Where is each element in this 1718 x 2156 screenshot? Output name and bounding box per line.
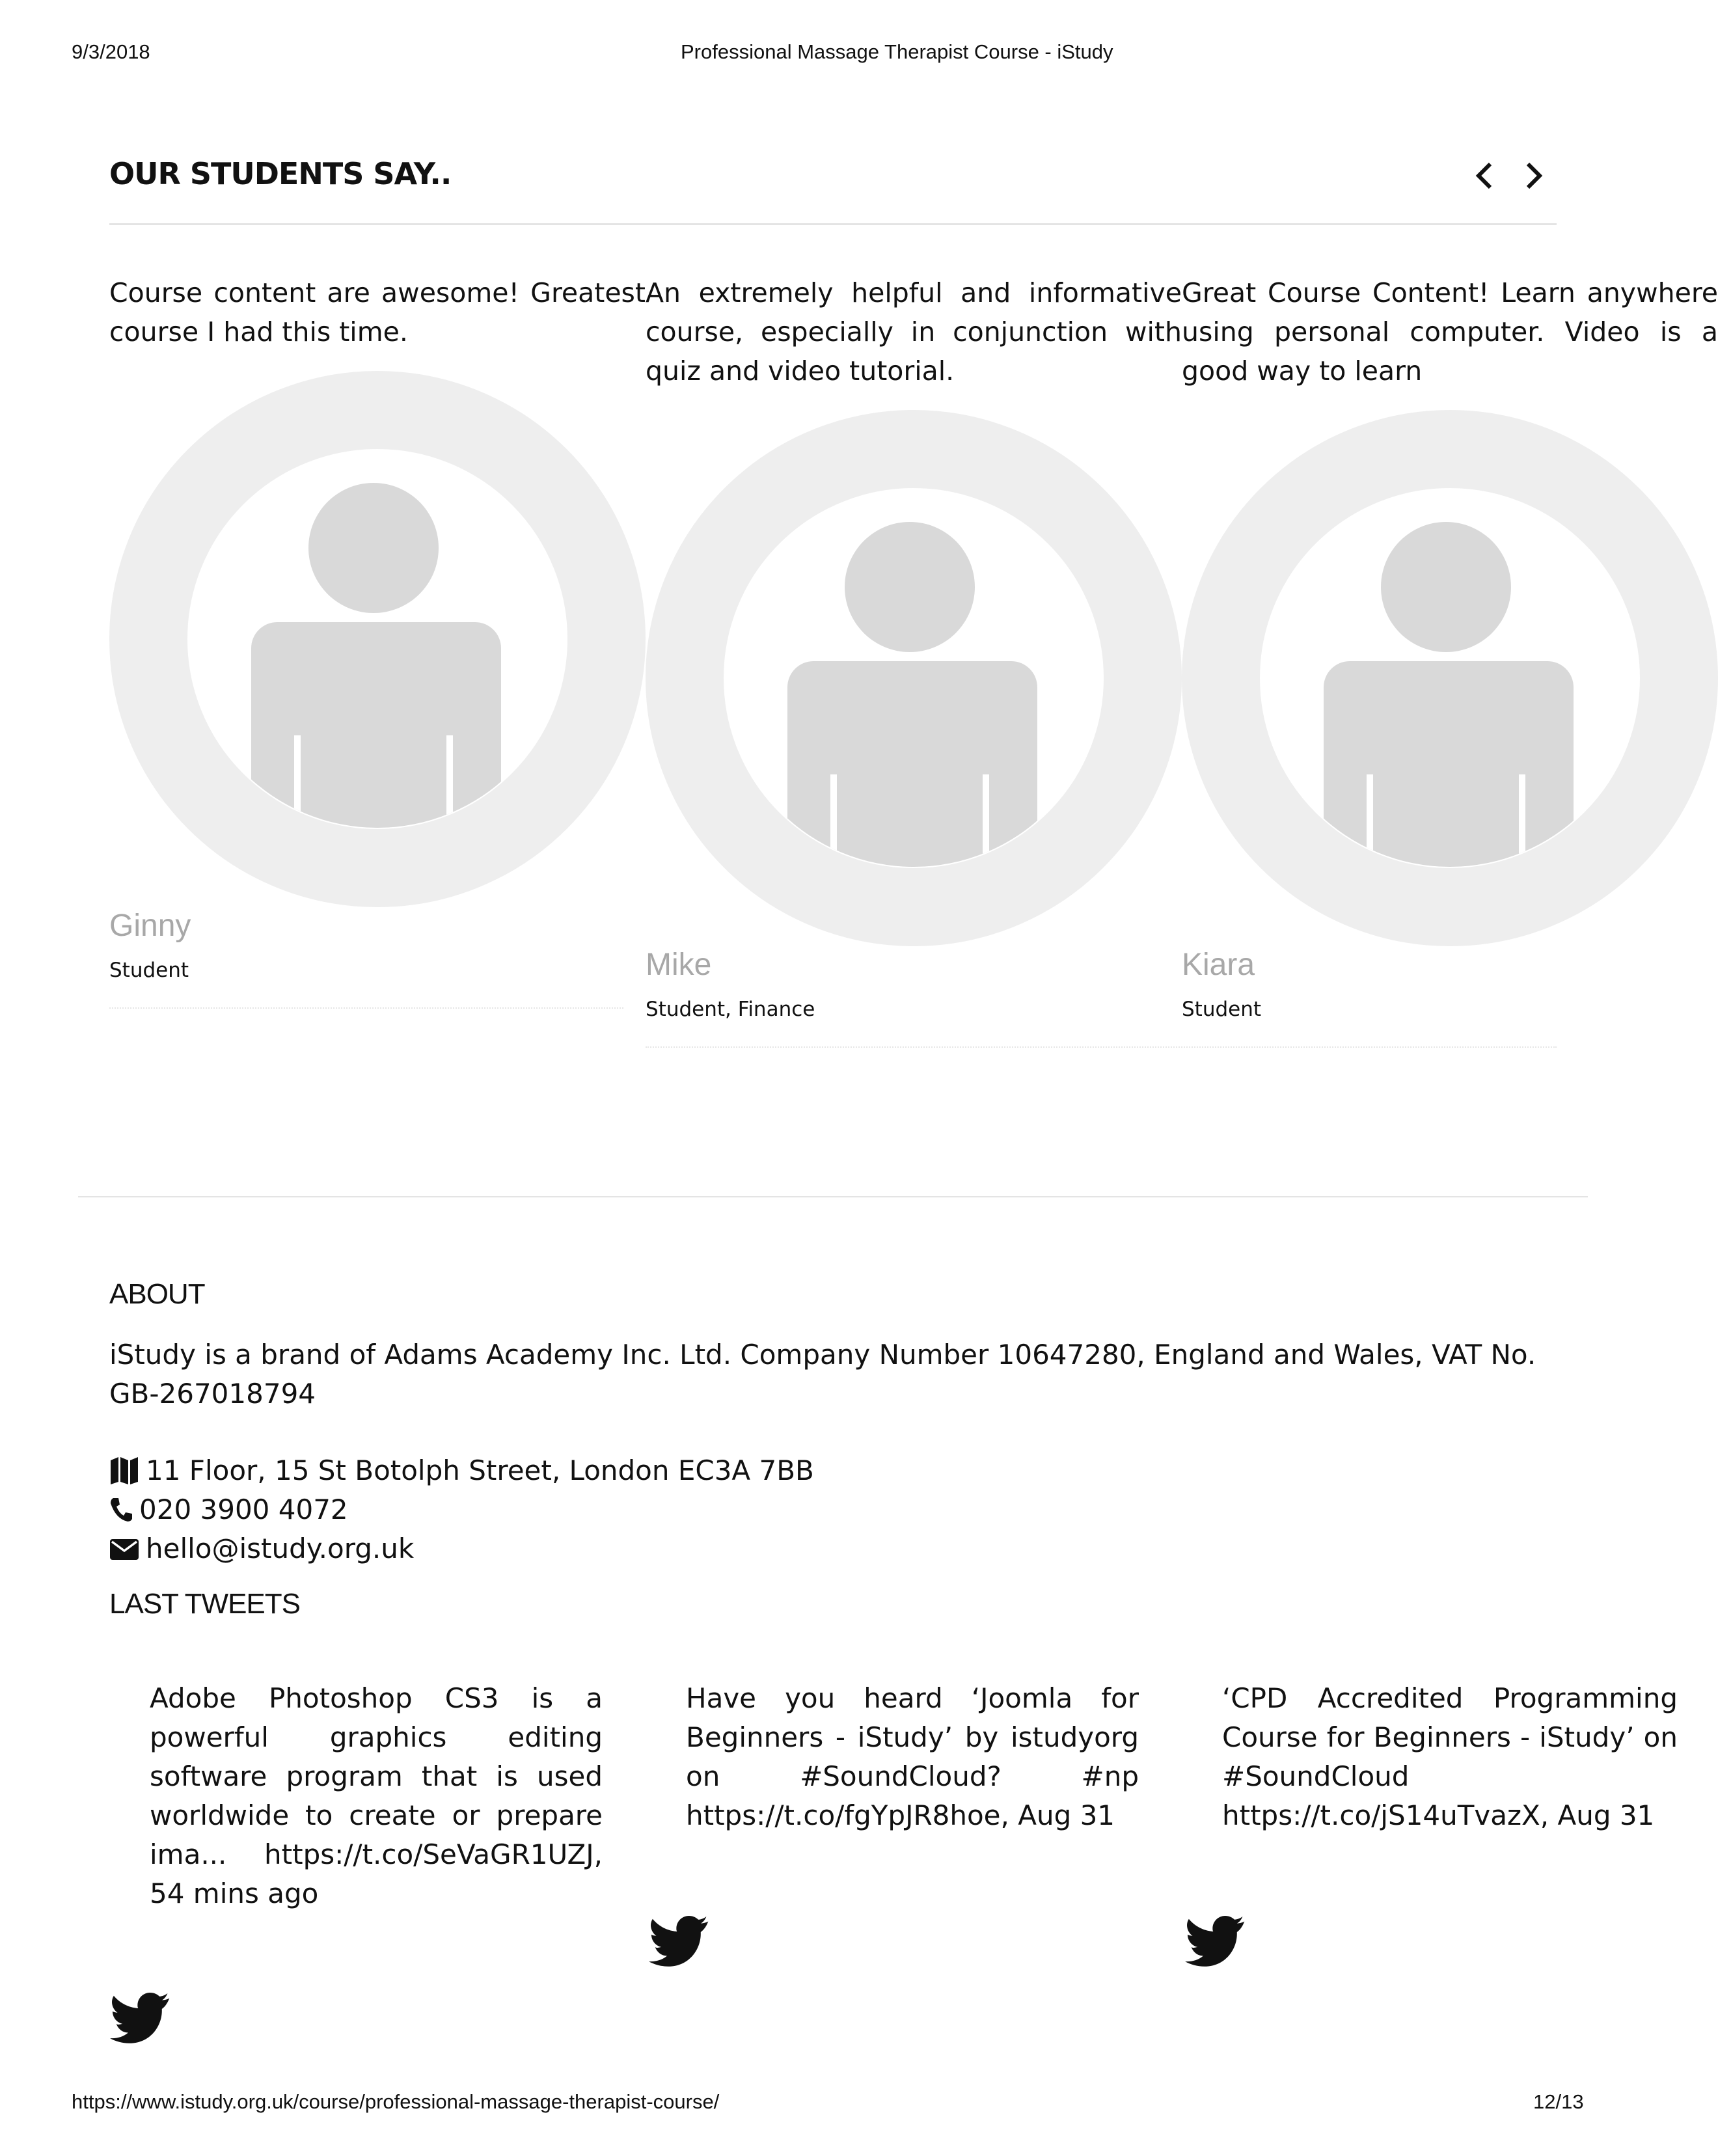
carousel-prev-button[interactable] bbox=[1472, 159, 1495, 201]
testimonials-title: OUR STUDENTS SAY.. bbox=[109, 156, 452, 191]
tweet-text: Have you heard ‘Joomla for Beginners - iStudy’ by istudyorg on #SoundCloud? #np https://t.co/fgYpJR8hoe, Aug 31 bbox=[686, 1682, 1139, 1831]
map-icon bbox=[109, 1456, 139, 1485]
testimonial-quote: An extremely helpful and informative course, especially in conjunction with quiz and video tutorial. bbox=[646, 277, 1182, 387]
avatar-placeholder-icon bbox=[109, 371, 646, 907]
testimonial-quote: Great Course Content! Learn anywhere using personal computer. Video is a good way to learn bbox=[1182, 277, 1718, 387]
testimonial-card bbox=[1182, 273, 1718, 390]
twitter-bird-icon[interactable] bbox=[649, 1920, 711, 1969]
about-heading: ABOUT bbox=[109, 1278, 205, 1310]
testimonials-carousel bbox=[109, 273, 1718, 1054]
testimonial-name: Kiara bbox=[1182, 948, 1255, 982]
card-divider bbox=[646, 1046, 1557, 1048]
print-url: https://www.istudy.org.uk/course/professional-massage-therapist-course/ bbox=[72, 2090, 720, 2113]
testimonial-name: Mike bbox=[646, 948, 712, 982]
footer-divider bbox=[78, 1196, 1588, 1197]
about-text: iStudy is a brand of Adams Academy Inc. Ltd. Company Number 10647280, England and Wales, VAT No. GB-267018794 bbox=[109, 1339, 1536, 1410]
email-link[interactable]: hello@istudy.org.uk bbox=[146, 1533, 415, 1564]
tweet-text: ‘CPD Accredited Programming Course for Beginners - iStudy’ on #SoundCloud https://t.co/jS14uTvazX, Aug 31 bbox=[1222, 1682, 1678, 1831]
tweets-carousel bbox=[109, 1679, 1678, 2043]
avatar-placeholder-icon bbox=[646, 410, 1182, 946]
phone-icon bbox=[109, 1497, 133, 1523]
twitter-bird-icon[interactable] bbox=[111, 1997, 172, 2046]
testimonial-name: Ginny bbox=[109, 908, 191, 943]
testimonial-quote: Course content are awesome! Greatest course I had this time. bbox=[109, 277, 646, 348]
tweet-text: Adobe Photoshop CS3 is a powerful graphics editing software program that is used worldwide to create or prepare ima... https://t.co/SeVaGR1UZJ, 54 mins ago bbox=[150, 1682, 603, 1909]
testimonial-role: Student bbox=[109, 959, 189, 982]
testimonial-role: Student bbox=[1182, 998, 1262, 1021]
print-page-title: Professional Massage Therapist Course - iStudy bbox=[681, 40, 1113, 63]
carousel-next-button[interactable] bbox=[1523, 159, 1546, 201]
address-line bbox=[109, 1451, 814, 1490]
phone-link[interactable]: 020 3900 4072 bbox=[139, 1494, 348, 1525]
print-page-number: 12/13 bbox=[1533, 2090, 1584, 2113]
section-divider bbox=[109, 223, 1557, 225]
avatar-placeholder-icon bbox=[1182, 410, 1718, 946]
envelope-icon bbox=[109, 1537, 139, 1561]
card-divider bbox=[109, 1007, 623, 1009]
print-date: 9/3/2018 bbox=[72, 40, 150, 63]
twitter-bird-icon[interactable] bbox=[1186, 1920, 1247, 1969]
chevron-right-icon bbox=[1523, 159, 1546, 193]
phone-line bbox=[109, 1490, 348, 1529]
testimonial-role: Student, Finance bbox=[646, 998, 815, 1021]
tweets-heading: LAST TWEETS bbox=[109, 1588, 301, 1620]
testimonial-card bbox=[646, 273, 1182, 390]
email-line bbox=[109, 1529, 414, 1568]
chevron-left-icon bbox=[1472, 159, 1495, 193]
address-text: 11 Floor, 15 St Botolph Street, London EC3A 7BB bbox=[146, 1454, 814, 1486]
